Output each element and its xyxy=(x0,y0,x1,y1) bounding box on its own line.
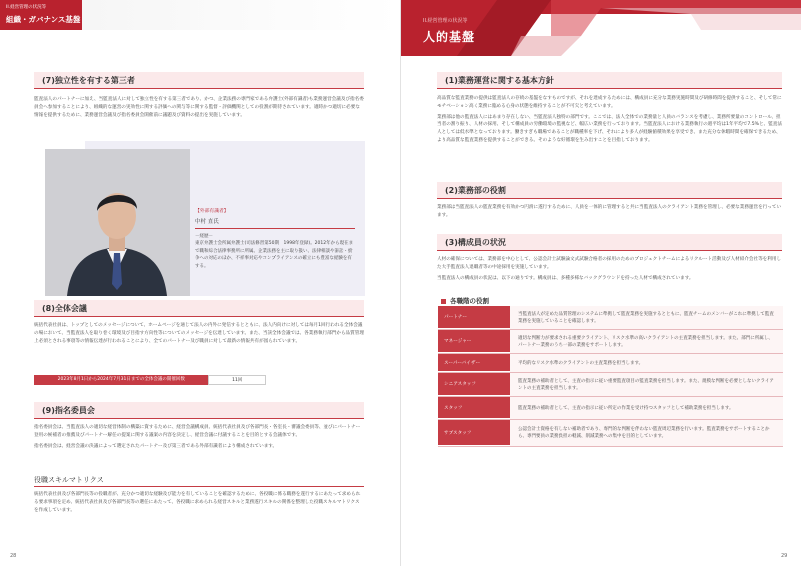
role-desc: 平均的なリスク水準のクライアントの主査業務を担当します。 xyxy=(510,354,783,372)
section-title: (8)全体会議 xyxy=(42,304,87,313)
section-3-body: 人材の確保については、業務部を中心として、公認会計士試験論文式試験合格者の採用のためのプロジェクトチームによるリクルート活動及び人材紹介会社等を利用した大手監査法人退職者等の中途採用を実施しています。 当監査法人の構成員の状況は、以下の通りです。構成員は、多種多様なバックグラウンドを持った人材で構成されています。 xyxy=(437,257,782,281)
profile-name: 中村 直氏 xyxy=(195,217,355,229)
section-title: (3)構成員の状況 xyxy=(445,238,506,247)
section-header xyxy=(401,0,801,60)
square-bullet-icon xyxy=(441,299,446,304)
section-7-body: 監査法人のパートナーに加え、当監査法人に対して独立性を有する第三者であり、かつ、企業法務の専門家である弁護士(外部有識者)も業務運営会議及び指名委員会へ参加することにより、組織的な運営の実効性に関する評価への関与等に関する監督・評価機関としての役割が期待されています。適時かつ適切に必要な情報を提供するために、業務運営会議及び指名委員会開催前に議題及び資料の提出を実施しています。 xyxy=(34,97,364,118)
role-name: スタッフ xyxy=(438,397,510,419)
section-heading-1 xyxy=(437,72,782,89)
role-desc: 当監査法人が定めた品質管理のシステムに準拠して監査業務を実施するとともに、監査チームのメンバーがこれに準拠して監査業務を実施していることを確認します。 xyxy=(510,306,783,329)
meeting-count-table xyxy=(34,375,266,385)
profile-label: 【外部有識者】 xyxy=(195,209,229,214)
section-header xyxy=(0,0,82,30)
role-name: サブスタッフ xyxy=(438,420,510,446)
role-desc: 監査業務の補助者として、主査の指示に従い所定の作業を受け持つスタッフとして補助業務を担当します。 xyxy=(510,397,783,419)
role-row xyxy=(438,420,783,447)
header-title: 人的基盤 xyxy=(423,30,476,44)
section-title: (2)業務部の役割 xyxy=(445,186,506,195)
section-title: (1)業務運営に関する基本方針 xyxy=(445,76,554,85)
role-name: スーパーバイザー xyxy=(438,354,510,372)
skill-matrix-heading: 役職スキルマトリクス xyxy=(34,476,104,484)
role-row xyxy=(438,354,783,373)
profile-caption xyxy=(195,207,355,270)
career-text: 東京弁護士会所属弁護士(司法修習第50期 1998年登録)。2012年から現在まで職和綜合法律事務所に所属。企業法務を主に取り扱い、法律相談や訴訟・紛争への対応のほか、不祥事対応やコンプライアンスの確立にも豊富な経験を有する。 xyxy=(195,241,354,269)
page-number: 28 xyxy=(10,553,17,559)
section-2-body: 業務部は当監査法人の監査業務を有効かつ円滑に遂行するために、人員を一体的に管理すると共に当監査法人のクライアント業務を管理し、必要な業務運営を行っています。 xyxy=(437,205,782,218)
skill-matrix-body: 統括代表社員及び各部門長等の役職者が、充分かつ適切な経験及び能力を有していることを確認するために、各役職に係る職務を遂行するにあたって求められる要求事項を定め、統括代表社員及び各部門長等の選任にあたって、各役職に求められる経営スキルと業務遂行スキルの関係を整理した役職スキルマトリクスを作成しています。 xyxy=(34,492,361,513)
page-number: 29 xyxy=(781,553,788,559)
role-row xyxy=(438,330,783,354)
section-1-body: 高品質な監査業務の提供は監査法人の存続の基盤をなすものですが、それを達成するためには、構成員に充分な業務実施時間及び研修時間を提供すること、そして常にモチベーション高く業務に臨める心身の状態を維持することが不可欠と考えています。 業務部は他の監査法人にはあまり存在しない、当監査法人独特の部門です。ここでは、法人全体での業務量と人員のバランスを考慮し、業務所要量のコントロール、担当者の割り振り、人材の採用、そして構成員の労働環境の監視など、幅広い業務を行っております。当監査法人における業務執行の週平均は1年平均で7.5%と、監査法人としては低水準となっております。働きすぎも職場であることが職種率を下げ、それにより多人が経験値積効果を享受でき、また充分な休暇時間を確保できるため、より高品質な監査業務を提供することができる。そのような好循環を生み出すことを目指しております。 xyxy=(437,96,782,143)
roles-heading: 各職階の役割 xyxy=(441,296,489,305)
section-heading-2 xyxy=(437,182,782,199)
section-heading-9 xyxy=(34,402,364,419)
role-desc: 監査業務の補助者として、主査の指示に従い重要監査項目の監査業務を担当します。また、規模な判断を必要としないクライアントの主査業務を担当します。 xyxy=(510,373,783,396)
role-desc: 公認会計士資格を有しない補助者であり、専門的な判断を伴わない監査周辺業務を行います。監査業務をサポートすることから、専門要員の業務負担の軽減、削減業務への集中を目的としています。 xyxy=(510,420,783,446)
header-subtitle: II.経営管理の状況等 xyxy=(423,18,468,24)
profile-card xyxy=(45,141,365,296)
portrait-photo xyxy=(45,149,190,296)
meeting-count-value: 11回 xyxy=(208,375,266,385)
meeting-count-label: 2023年8月1日から2024年7月31日までの全体会議の開催回数 xyxy=(34,375,208,385)
career-heading: －経歴－ xyxy=(195,234,213,239)
section-heading-8 xyxy=(34,300,364,317)
left-page xyxy=(0,0,400,566)
role-desc: 適切な判断力が要求される重要クライアント、リスク水準の高いクライアントの主査業務を担当します。また、部門に所属し、パートナー業務のうち一部の業務をサポートします。 xyxy=(510,330,783,353)
section-title: (9)指名委員会 xyxy=(42,406,95,415)
section-9-body: 指名委員会は、当監査法人の適切な経営体制の構築に資するために、経営会議構成員、統括代表社員及び各部門長・各室長・審議会委員等、並びにパートナー登用の候補者の推薦及びパートナー解任の提案に関する議案の内容を決定し、経営会議に付議することを目的とする会議体です。 指名委員会は、経営会議の決議によって選定されたパートナー及び第三者である外部有識者により構成されています。 xyxy=(34,425,361,449)
roles-table xyxy=(438,306,783,447)
role-row xyxy=(438,373,783,397)
header-title: 組織・ガバナンス基盤 xyxy=(6,15,81,24)
role-name: パートナー xyxy=(438,306,510,329)
section-heading-7 xyxy=(34,72,364,89)
role-row xyxy=(438,306,783,330)
section-8-body: 統括代表社員は、トップとしてのメッセージについて、ホームページを通じて法人の内外に発信するとともに、法人内向けに対しては毎月1回行われる全体会議の場において、当監査法人を取り巻く環境及び目指す方向性等についてのメッセージを伝達しています。また、当該全体会議では、各業務執行部門から品質管理上必須とされる事項等の情報伝達が行われることにより、全てのパートナー及び職員に対して最新の情報共有が図られています。 xyxy=(34,323,364,344)
role-name: シニアスタッフ xyxy=(438,373,510,396)
section-title: (7)独立性を有する第三者 xyxy=(42,76,135,85)
right-page xyxy=(401,0,801,566)
header-band xyxy=(82,0,400,30)
section-heading-3 xyxy=(437,234,782,251)
role-name: マネージャー xyxy=(438,330,510,353)
role-row xyxy=(438,397,783,420)
header-subtitle: II.経営管理の状況等 xyxy=(6,5,47,10)
